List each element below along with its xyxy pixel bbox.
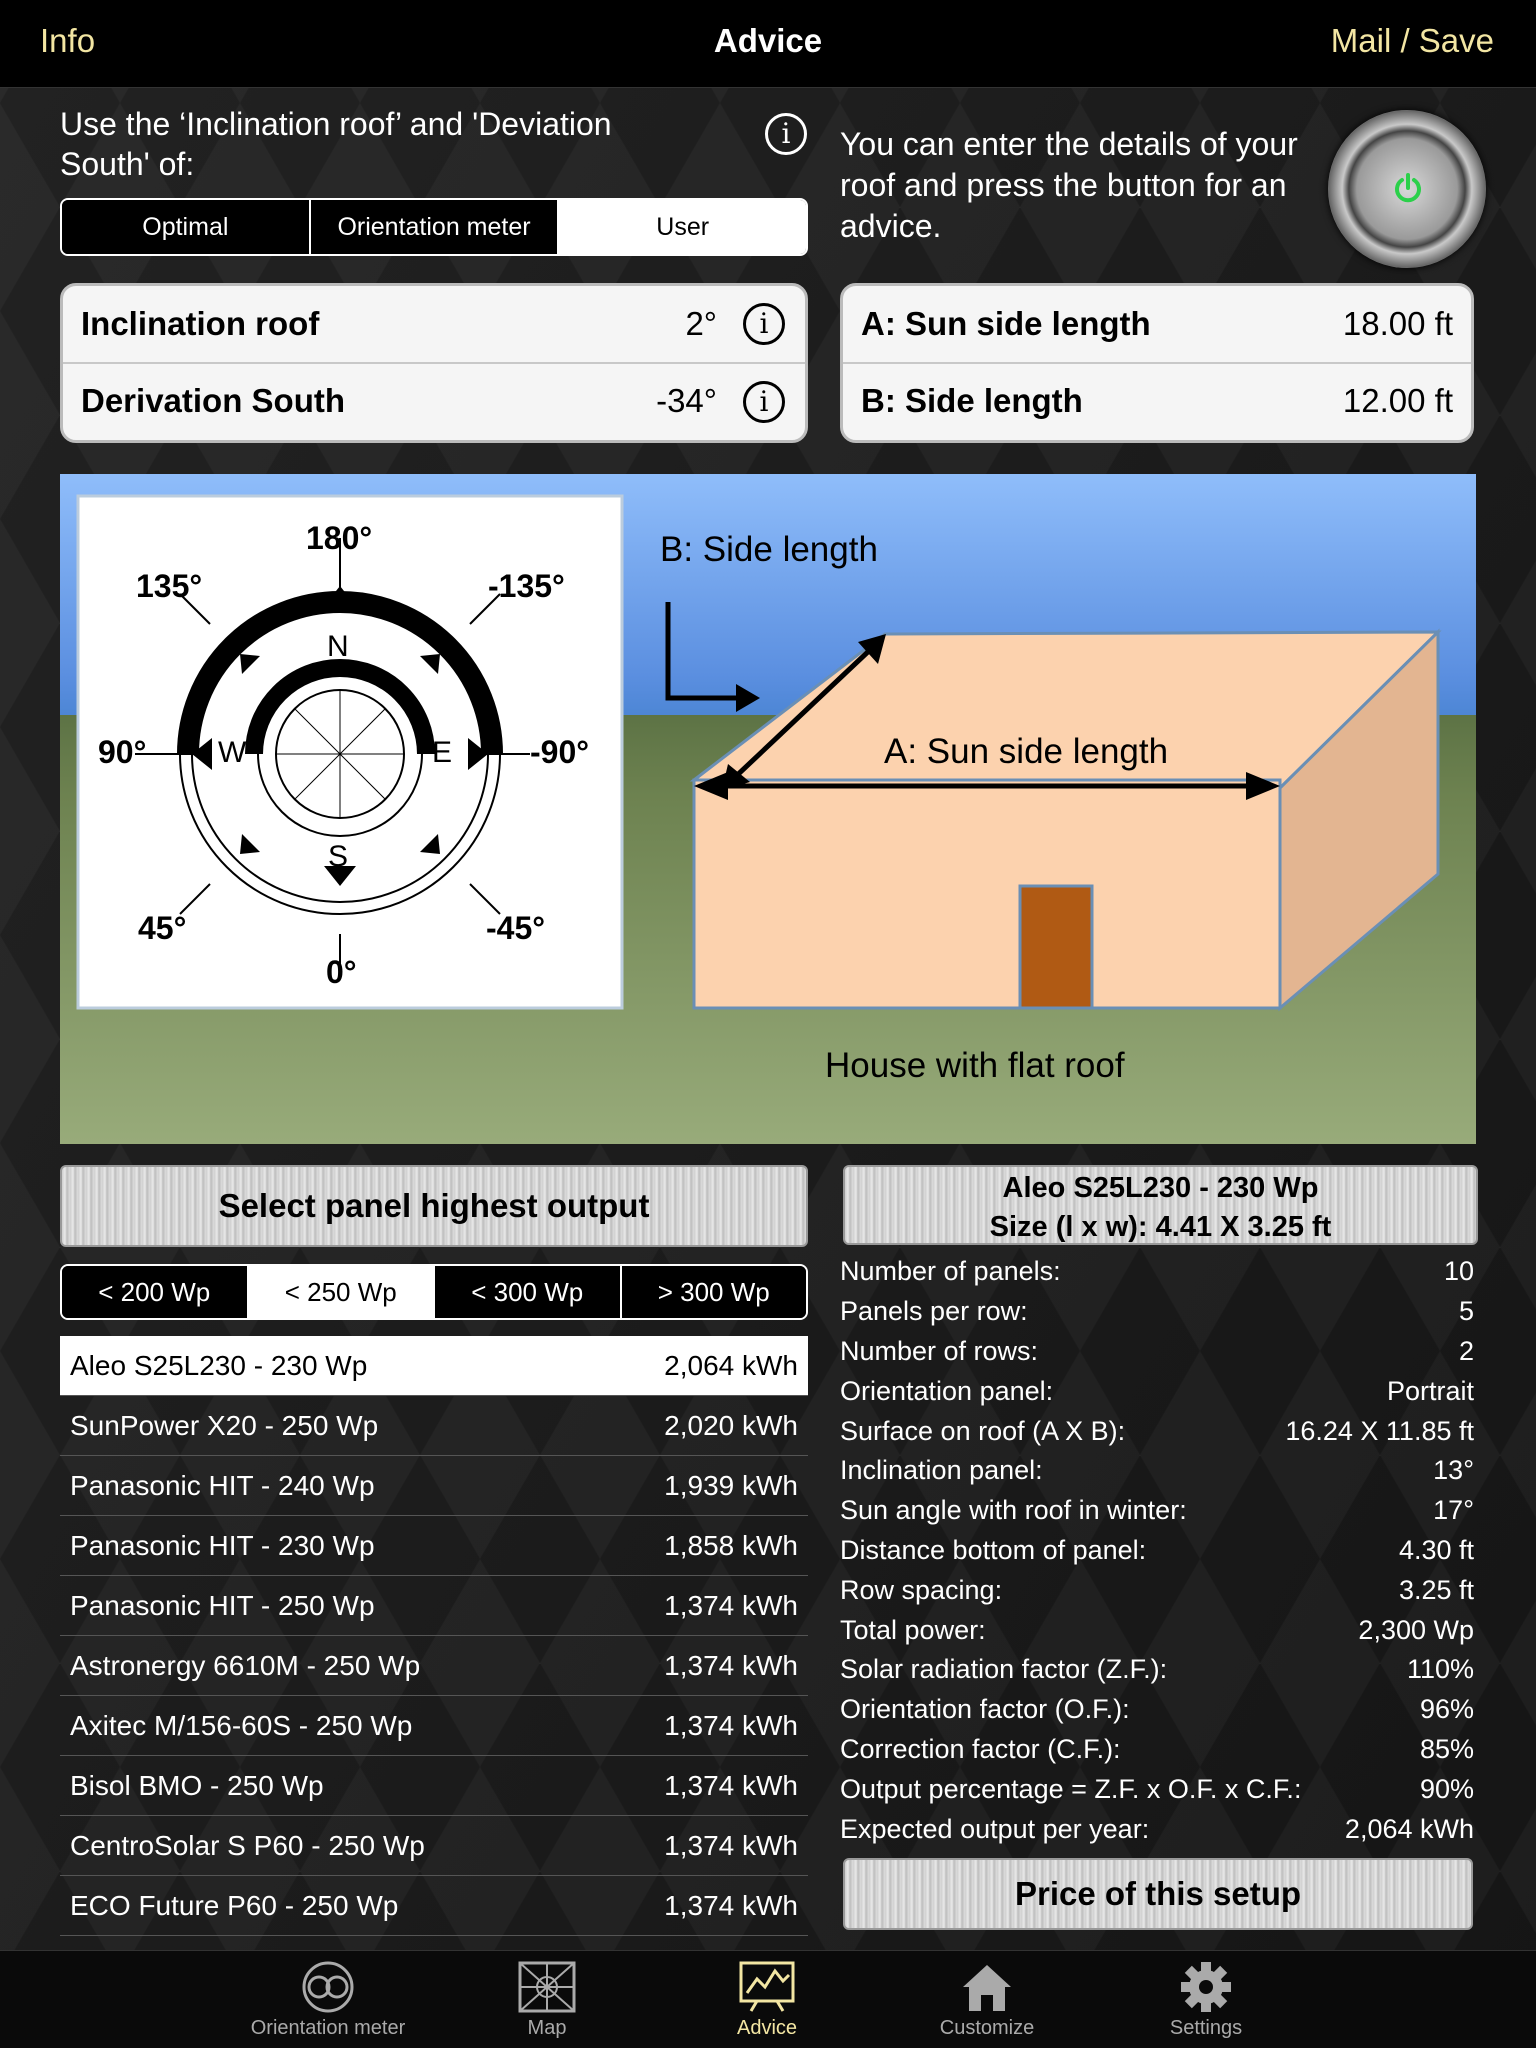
wattage-segmented-control [60, 1264, 808, 1320]
list-item[interactable] [60, 1696, 808, 1756]
detail-label: Correction factor (C.F.): [840, 1733, 1121, 1764]
detail-label: Output percentage = Z.F. x O.F. x C.F.: [840, 1773, 1302, 1804]
panel-output: 1,374 kWh [664, 1709, 798, 1741]
panel-name: Bisol BMO - 250 Wp [70, 1769, 324, 1801]
tab-label: Customize [939, 2017, 1035, 2039]
detail-value: 110% [1406, 1654, 1474, 1685]
detail-row [840, 1292, 1474, 1332]
mode-segmented-control [60, 198, 808, 256]
panel-output: 2,064 kWh [664, 1349, 798, 1381]
house-icon [957, 1961, 1017, 2013]
detail-label: Orientation factor (O.F.): [840, 1694, 1130, 1725]
inclination-roof-value[interactable]: 2° [685, 305, 717, 342]
panel-name: Axitec M/156-60S - 250 Wp [70, 1709, 413, 1741]
panel-output: 1,858 kWh [664, 1529, 798, 1561]
detail-row [840, 1730, 1474, 1770]
panel-name: Aleo S25L230 - 230 Wp [70, 1349, 368, 1381]
b-side-length-label: B: Side length [660, 530, 878, 569]
detail-value: 5 [1458, 1296, 1474, 1327]
panel-name: CentroSolar S P60 - 250 Wp [70, 1829, 425, 1861]
panel-list [60, 1336, 808, 1936]
tab-settings[interactable] [1106, 1961, 1306, 2040]
derivation-info-icon[interactable]: i [743, 381, 785, 423]
list-item[interactable] [60, 1816, 808, 1876]
detail-row [840, 1690, 1474, 1730]
detail-value: 90% [1419, 1773, 1474, 1804]
detail-label: Panels per row: [840, 1296, 1028, 1327]
compass-45-label: 45° [138, 910, 187, 946]
detail-row [840, 1809, 1474, 1849]
power-icon [1392, 172, 1424, 204]
house-roof-illustration [60, 474, 1476, 1144]
detail-row [840, 1411, 1474, 1451]
sun-side-length-label: A: Sun side length [861, 305, 1151, 342]
detail-row [840, 1332, 1474, 1372]
detail-row [840, 1451, 1474, 1491]
detail-label: Solar radiation factor (Z.F.): [840, 1654, 1168, 1685]
tab-bar [0, 1950, 1536, 2048]
detail-row [840, 1570, 1474, 1610]
house-door [1020, 886, 1092, 1008]
price-setup-button[interactable]: Price of this setup [843, 1858, 1473, 1930]
illustration-drawing [60, 474, 1476, 1144]
detail-value: 10 [1443, 1256, 1474, 1287]
detail-value: 2 [1458, 1335, 1474, 1366]
sun-side-length-value[interactable]: 18.00 ft [1342, 305, 1453, 342]
detail-label: Surface on roof (A X B): [840, 1415, 1126, 1446]
compass-minus135-label: -135° [488, 568, 565, 604]
side-length-label: B: Side length [861, 382, 1083, 419]
derivation-south-value[interactable]: -34° [656, 382, 717, 419]
panel-name: ECO Future P60 - 250 Wp [70, 1889, 399, 1921]
compass-e-label: E [432, 736, 453, 769]
list-item[interactable] [60, 1516, 808, 1576]
detail-value: 4.30 ft [1398, 1534, 1474, 1565]
inclination-roof-row[interactable] [63, 286, 805, 362]
advice-instruction-text: You can enter the details of your roof and press the button for an advice. [840, 126, 1298, 244]
segment-orientation-meter[interactable]: Orientation meter [311, 200, 560, 254]
select-panel-button[interactable]: Select panel highest output [60, 1165, 808, 1247]
navigation-bar [0, 0, 1536, 88]
gear-icon [1176, 1961, 1236, 2013]
detail-value: Portrait [1386, 1375, 1474, 1406]
detail-value: 2,064 kWh [1344, 1813, 1474, 1844]
segment-over-300wp[interactable]: > 300 Wp [622, 1266, 807, 1318]
orientation-meter-icon [298, 1961, 358, 2013]
roof-size-inputs [840, 283, 1474, 443]
segment-under-200wp[interactable]: < 200 Wp [62, 1266, 249, 1318]
panel-name: SunPower X20 - 250 Wp [70, 1409, 379, 1441]
segment-optimal[interactable]: Optimal [62, 200, 311, 254]
compass-0-label: 0° [326, 954, 357, 990]
compass-w-label: W [218, 736, 247, 769]
detail-value: 85% [1419, 1733, 1474, 1764]
segment-user[interactable]: User [559, 200, 806, 254]
list-item[interactable] [60, 1636, 808, 1696]
side-length-row[interactable] [843, 362, 1471, 438]
tab-label: Orientation meter [250, 2017, 406, 2039]
compass-s-label: S [328, 840, 349, 873]
tab-orientation-meter[interactable] [228, 1961, 428, 2040]
detail-row [840, 1610, 1474, 1650]
derivation-south-label: Derivation South [81, 382, 346, 419]
detail-row [840, 1252, 1474, 1292]
detail-row [840, 1371, 1474, 1411]
detail-value: 13° [1433, 1455, 1474, 1486]
tab-label: Map [527, 2017, 567, 2039]
a-sun-side-length-label: A: Sun side length [884, 732, 1169, 771]
detail-label: Inclination panel: [840, 1455, 1043, 1486]
selected-panel-header [843, 1165, 1478, 1245]
house-caption: House with flat roof [825, 1046, 1125, 1085]
panel-name: Panasonic HIT - 240 Wp [70, 1469, 375, 1501]
side-length-value[interactable]: 12.00 ft [1342, 382, 1453, 419]
tab-map[interactable] [447, 1961, 647, 2040]
detail-label: Number of rows: [840, 1335, 1039, 1366]
detail-row [840, 1769, 1474, 1809]
segment-under-300wp[interactable]: < 300 Wp [435, 1266, 622, 1318]
inclination-info-icon[interactable]: i [743, 303, 785, 345]
panel-output: 1,939 kWh [664, 1469, 798, 1501]
tab-customize[interactable] [887, 1961, 1087, 2040]
panel-name: Panasonic HIT - 230 Wp [70, 1529, 375, 1561]
detail-value: 3.25 ft [1398, 1574, 1474, 1605]
panel-output: 1,374 kWh [664, 1649, 798, 1681]
house-front-wall [694, 780, 1280, 1008]
detail-label: Orientation panel: [840, 1375, 1054, 1406]
selected-panel-size: Size (l x w): 4.41 X 3.25 ft [989, 1211, 1332, 1243]
detail-label: Number of panels: [840, 1256, 1061, 1287]
detail-label: Total power: [840, 1614, 986, 1645]
advice-chart-icon [737, 1961, 797, 2013]
mail-save-button[interactable]: Mail / Save [1330, 22, 1494, 59]
list-item[interactable] [60, 1576, 808, 1636]
detail-value: 96% [1419, 1694, 1474, 1725]
compass-minus45-label: -45° [486, 910, 546, 946]
list-item[interactable] [60, 1396, 808, 1456]
panel-output: 1,374 kWh [664, 1769, 798, 1801]
detail-row [840, 1650, 1474, 1690]
detail-label: Sun angle with roof in winter: [840, 1495, 1187, 1526]
tab-label: Settings [1169, 2017, 1243, 2039]
detail-row [840, 1491, 1474, 1531]
roof-angle-inputs [60, 283, 808, 443]
info-icon[interactable]: i [765, 113, 807, 155]
compass-minus90-label: -90° [530, 734, 590, 770]
detail-row [840, 1531, 1474, 1571]
derivation-south-row[interactable] [63, 362, 805, 438]
sun-side-length-row[interactable] [843, 286, 1471, 362]
detail-value: 16.24 X 11.85 ft [1285, 1415, 1474, 1446]
tab-label: Advice [736, 2017, 798, 2039]
tab-advice[interactable] [667, 1961, 867, 2040]
detail-label: Row spacing: [840, 1574, 1003, 1605]
selected-panel-name: Aleo S25L230 - 230 Wp [1002, 1172, 1319, 1204]
panel-name: Astronergy 6610M - 250 Wp [70, 1649, 421, 1681]
compass-90-label: 90° [98, 734, 147, 770]
map-icon [517, 1961, 577, 2013]
detail-value: 17° [1433, 1495, 1474, 1526]
list-item[interactable] [60, 1756, 808, 1816]
detail-label: Expected output per year: [840, 1813, 1150, 1844]
compass-n-label: N [327, 630, 349, 663]
detail-value: 2,300 Wp [1358, 1614, 1474, 1645]
list-item[interactable] [60, 1456, 808, 1516]
panel-output: 1,374 kWh [664, 1589, 798, 1621]
instruction-text: Use the ‘Inclination roof’ and 'Deviation South' of: [60, 106, 612, 182]
info-button[interactable]: Info [40, 22, 96, 59]
inclination-roof-label: Inclination roof [81, 305, 320, 342]
panel-name: Panasonic HIT - 250 Wp [70, 1589, 375, 1621]
list-item[interactable] [60, 1876, 808, 1936]
compass-135-label: 135° [136, 568, 203, 604]
panel-details [840, 1252, 1474, 1849]
detail-label: Distance bottom of panel: [840, 1534, 1147, 1565]
panel-output: 1,374 kWh [664, 1889, 798, 1921]
panel-output: 1,374 kWh [664, 1829, 798, 1861]
compass-180-label: 180° [306, 520, 373, 556]
panel-output: 2,020 kWh [664, 1409, 798, 1441]
page-title: Advice [713, 22, 823, 59]
list-item[interactable] [60, 1336, 808, 1396]
segment-under-250wp[interactable]: < 250 Wp [249, 1266, 436, 1318]
